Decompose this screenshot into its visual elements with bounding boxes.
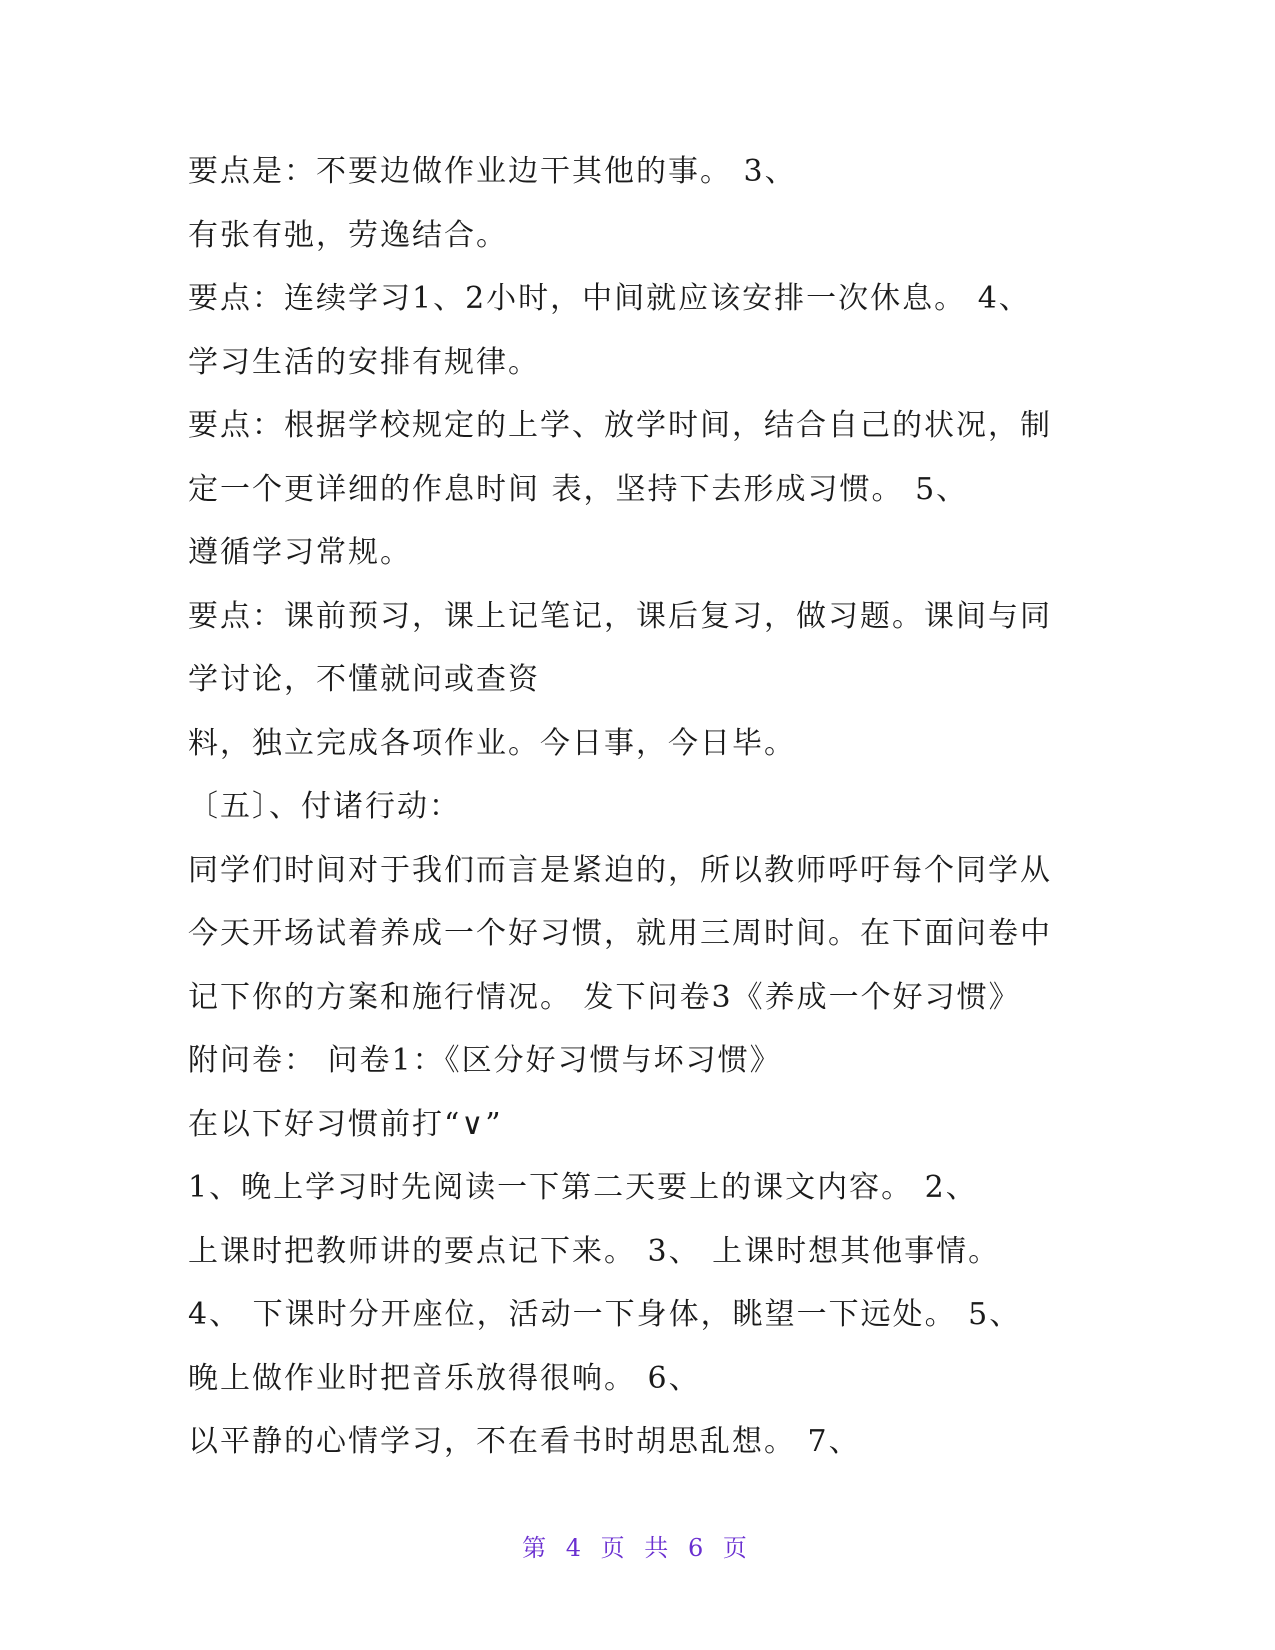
text-line: 学习生活的安排有规律。 [188,344,540,380]
text-line: 要点：连续学习1、2小时，中间就应该安排一次休息。 4、 [188,281,1031,316]
text-line: 要点：课前预习，课上记笔记，课后复习，做习题。课间与同 [188,598,1052,634]
section-heading: 〔五〕、付诸行动： [188,789,461,824]
text-line: 4、 下课时分开座位，活动一下身体，眺望一下远处。 5、 [188,1297,1022,1332]
text-line: 上课时把教师讲的要点记下来。 3、 上课时想其他事情。 [188,1233,1001,1269]
document-body [188,140,1108,1474]
page-number-footer: 第 4 页 共 6 页 [522,1534,753,1562]
text-line: 今天开场试着养成一个好习惯，就用三周时间。在下面问卷中 [188,916,1052,951]
text-line: 要点：根据学校规定的上学、放学时间，结合自己的状况，制 [188,408,1052,443]
text-line: 有张有弛，劳逸结合。 [188,217,508,253]
text-line: 同学们时间对于我们而言是紧迫的，所以教师呼吁每个同学从 [188,852,1052,888]
text-line: 附问卷： 问卷1：《区分好习惯与坏习惯》 [188,1043,782,1078]
text-line: 遵循学习常规。 [188,535,412,570]
text-line: 记下你的方案和施行情况。 发下问卷3《养成一个好习惯》 [188,979,1021,1015]
text-line: 以平静的心情学习，不在看书时胡思乱想。 7、 [188,1424,861,1459]
text-line: 1、晚上学习时先阅读一下第二天要上的课文内容。 2、 [188,1170,978,1205]
text-line: 定一个更详细的作息时间 表，坚持下去形成习惯。 5、 [188,471,969,507]
text-line: 学讨论，不懂就问或查资 [188,662,540,697]
text-line: 在以下好习惯前打“∨” [188,1106,503,1142]
text-line: 料，独立完成各项作业。今日事，今日毕。 [188,725,796,761]
text-line: 晚上做作业时把音乐放得很响。 6、 [188,1360,701,1396]
text-line: 要点是：不要边做作业边干其他的事。 3、 [188,154,797,189]
